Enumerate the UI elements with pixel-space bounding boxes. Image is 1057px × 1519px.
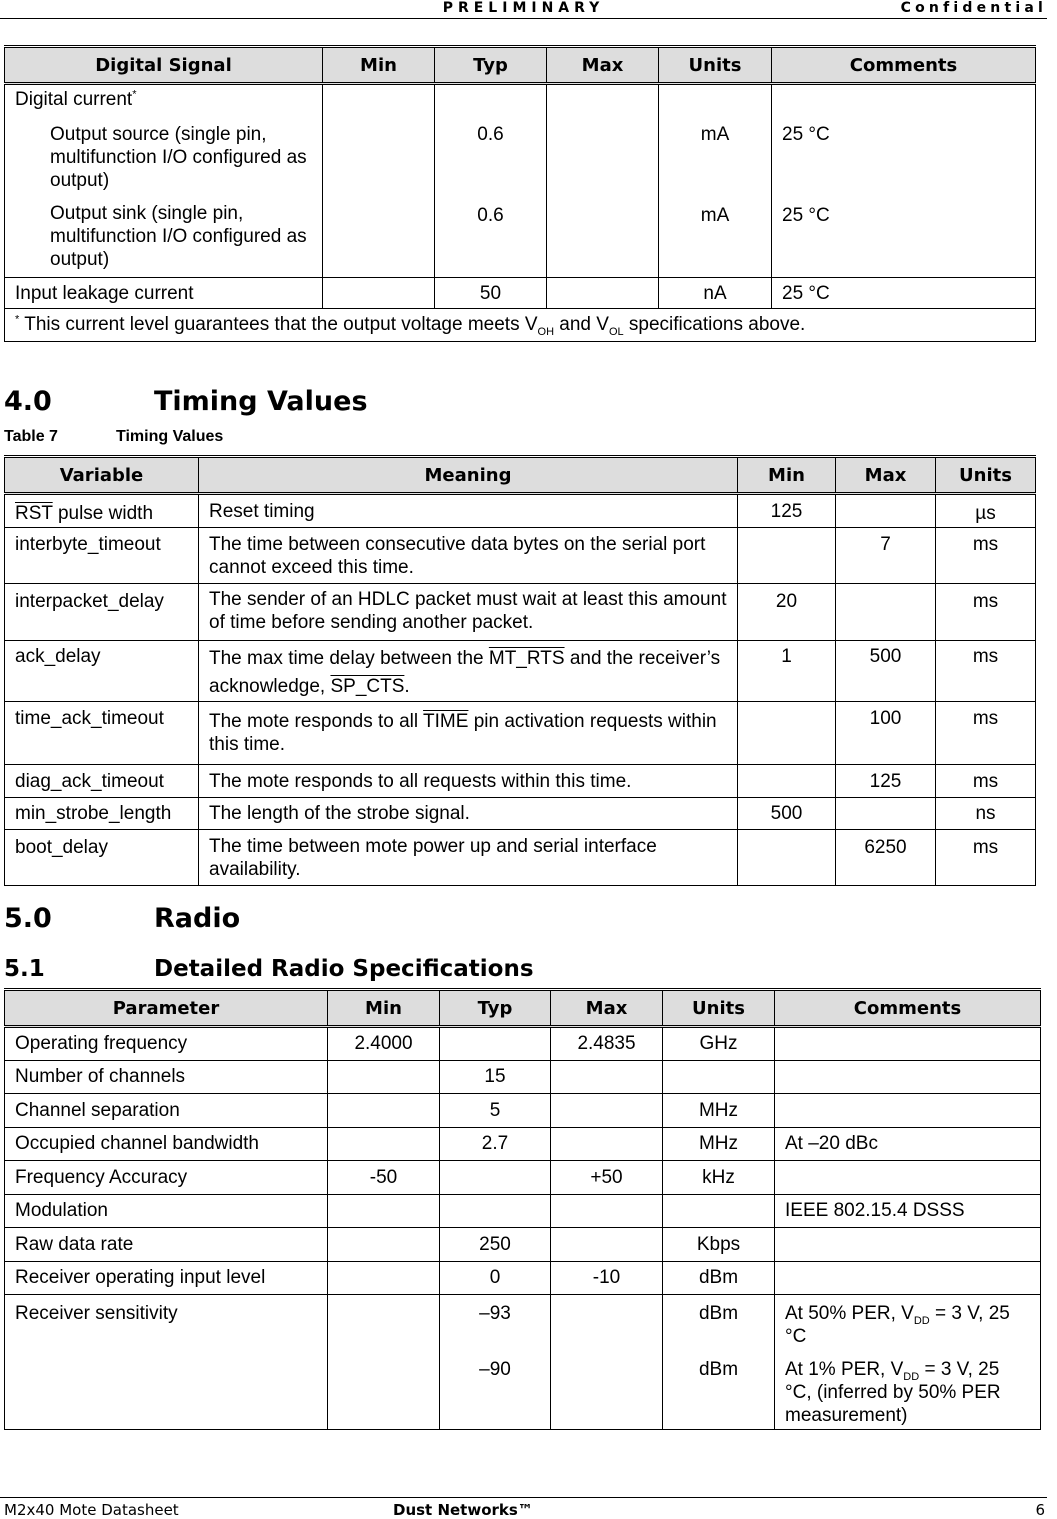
min-cell: [328, 1094, 440, 1128]
param-cell: Number of channels: [5, 1060, 328, 1094]
footnote-text: This current level guarantees that the output voltage meets V: [24, 314, 538, 335]
table-row: [5, 84, 1036, 278]
leak-comment: 25 °C: [772, 278, 1036, 309]
var-cell: boot_delay: [5, 830, 199, 886]
current-cell: [5, 84, 323, 278]
param-cell: Modulation: [5, 1194, 328, 1228]
meaning-cell: The mote responds to all requests within this time.: [199, 765, 738, 798]
max-cell: [551, 1228, 663, 1262]
param-cell: Receiver operating input level: [5, 1261, 328, 1295]
sink-comment: 25 °C: [782, 205, 830, 226]
max-cell: 125: [836, 765, 936, 798]
max-cell: [551, 1094, 663, 1128]
footnote-text: specifications above.: [628, 314, 806, 335]
table-row: [5, 1295, 1041, 1430]
units-cell: [663, 1295, 775, 1430]
units-cell: GHz: [663, 1027, 775, 1061]
typ-value: –93: [479, 1303, 511, 1324]
col-header: Units: [936, 457, 1036, 494]
comments-cell: [775, 1295, 1041, 1430]
sink-typ: 0.6: [477, 205, 504, 226]
table-row: [5, 494, 1036, 528]
table-row: [5, 1094, 1041, 1128]
col-header: Typ: [440, 990, 551, 1027]
digital-current-label: Digital current: [15, 89, 133, 110]
typ-cell: [440, 1027, 551, 1061]
caption-number: Table 7: [4, 428, 58, 445]
footer-company: Dust Networks™: [393, 1501, 533, 1519]
col-header: Min: [738, 457, 836, 494]
table-header-row: [5, 47, 1036, 84]
table-row: [5, 830, 1036, 886]
units-cell: ms: [936, 528, 1036, 584]
page-header: [0, 0, 1047, 19]
comment-part: At 1% PER, V: [785, 1359, 904, 1380]
comment-text: [785, 1358, 1030, 1427]
col-header: Parameter: [5, 990, 328, 1027]
max-cell: [547, 84, 659, 278]
sink-units: mA: [700, 205, 730, 226]
max-cell: [551, 1194, 663, 1228]
min-cell: 1: [738, 641, 836, 702]
leak-typ: 50: [435, 278, 547, 309]
source-typ: 0.6: [477, 124, 504, 145]
footnote-row: [5, 309, 1036, 342]
param-cell: Receiver sensitivity: [5, 1295, 328, 1430]
comments-cell: [775, 1228, 1041, 1262]
meaning-cell: Reset timing: [199, 494, 738, 528]
min-cell: [328, 1127, 440, 1161]
units-cell: ms: [936, 641, 1036, 702]
preliminary-label: PRELIMINARY: [442, 0, 605, 16]
meaning-text: The mote responds to all: [209, 711, 424, 732]
param-cell: Channel separation: [5, 1094, 328, 1128]
meaning-cell: [199, 702, 738, 765]
table-row: [5, 702, 1036, 765]
table-header-row: [5, 457, 1036, 494]
min-cell: [328, 1261, 440, 1295]
meaning-cell: The time between mote power up and serial interface availability.: [199, 830, 738, 886]
max-cell: 100: [836, 702, 936, 765]
var-suffix: pulse width: [52, 503, 154, 524]
typ-cell: 2.7: [440, 1127, 551, 1161]
comments-cell: [775, 1027, 1041, 1061]
units-cell: ms: [936, 765, 1036, 798]
min-cell: [328, 1194, 440, 1228]
page-number: 6: [1035, 1501, 1045, 1519]
min-cell: 125: [738, 494, 836, 528]
max-cell: [836, 494, 936, 528]
units-cell: kHz: [663, 1161, 775, 1195]
table-row: [5, 1161, 1041, 1195]
typ-value: –90: [479, 1359, 511, 1380]
typ-cell: [440, 1194, 551, 1228]
col-header: Comments: [775, 990, 1041, 1027]
max-cell: [551, 1127, 663, 1161]
typ-cell: [435, 84, 547, 278]
overline-signal: SP_CTS: [330, 676, 405, 697]
max-cell: 7: [836, 528, 936, 584]
var-cell: diag_ack_timeout: [5, 765, 199, 798]
units-cell: MHz: [663, 1127, 775, 1161]
radio-spec-table: [4, 988, 1041, 1430]
max-cell: 2.4835: [551, 1027, 663, 1061]
meaning-text: and the receiver’s acknowledge,: [209, 648, 721, 697]
meaning-text: The max time delay between the: [209, 648, 489, 669]
min-cell: 500: [738, 798, 836, 830]
typ-cell: 15: [440, 1060, 551, 1094]
overline-signal: TIME: [423, 711, 469, 732]
col-header: Max: [547, 47, 659, 84]
min-cell: 20: [738, 584, 836, 641]
max-cell: [836, 584, 936, 641]
caption-title: Timing Values: [116, 428, 224, 445]
col-header: Units: [659, 47, 772, 84]
subsection-number: 5.1: [4, 956, 45, 982]
units-cell: ms: [936, 584, 1036, 641]
var-cell: ack_delay: [5, 641, 199, 702]
param-cell: Operating frequency: [5, 1027, 328, 1061]
comment-sub: DD: [913, 1314, 930, 1327]
typ-cell: [440, 1295, 551, 1430]
units-value: dBm: [698, 1303, 739, 1324]
meaning-text: .: [404, 676, 410, 697]
units-cell: µs: [936, 494, 1036, 528]
footnote-marker: *: [15, 313, 20, 326]
section-heading-timing: [4, 386, 368, 417]
timing-table: [4, 455, 1036, 886]
comments-cell: At –20 dBc: [775, 1127, 1041, 1161]
comments-cell: [775, 1094, 1041, 1128]
comment-part: = 3 V, 25 °C, (inferred by 50% PER measurement): [785, 1359, 1001, 1426]
table-header-row: [5, 990, 1041, 1027]
table-row: [5, 1261, 1041, 1295]
digital-signal-table: [4, 45, 1036, 342]
units-cell: [663, 1194, 775, 1228]
leak-units: nA: [659, 278, 772, 309]
units-cell: Kbps: [663, 1228, 775, 1262]
units-cell: ms: [936, 702, 1036, 765]
var-cell: interbyte_timeout: [5, 528, 199, 584]
units-cell: [663, 1060, 775, 1094]
section-number: 4.0: [4, 386, 52, 417]
max-cell: [551, 1060, 663, 1094]
units-cell: ms: [936, 830, 1036, 886]
col-header: Units: [663, 990, 775, 1027]
units-cell: MHz: [663, 1094, 775, 1128]
typ-cell: [440, 1161, 551, 1195]
meaning-cell: The length of the strobe signal.: [199, 798, 738, 830]
footnote-sub: OH: [537, 325, 555, 338]
min-cell: [323, 84, 435, 278]
max-cell: [551, 1295, 663, 1430]
var-cell: min_strobe_length: [5, 798, 199, 830]
col-header: Typ: [435, 47, 547, 84]
var-cell: [5, 494, 199, 528]
output-source-label: Output source (single pin, multifunction I/O configured as output): [50, 124, 307, 191]
section-heading-radio: [4, 903, 240, 934]
empty-cell: [323, 278, 435, 309]
source-comment: 25 °C: [782, 124, 830, 145]
param-cell: Raw data rate: [5, 1228, 328, 1262]
max-cell: +50: [551, 1161, 663, 1195]
empty-cell: [547, 278, 659, 309]
min-cell: -50: [328, 1161, 440, 1195]
min-cell: [738, 702, 836, 765]
col-header: Meaning: [199, 457, 738, 494]
var-cell: time_ack_timeout: [5, 702, 199, 765]
max-cell: 500: [836, 641, 936, 702]
table-row: [5, 584, 1036, 641]
comments-cell: [772, 84, 1036, 278]
col-header: Min: [323, 47, 435, 84]
units-cell: [659, 84, 772, 278]
subsection-heading: [4, 956, 534, 982]
param-cell: Occupied channel bandwidth: [5, 1127, 328, 1161]
output-sink-label: Output sink (single pin, multifunction I/O configured as output): [50, 203, 307, 270]
min-cell: [738, 528, 836, 584]
typ-cell: 250: [440, 1228, 551, 1262]
table-caption: [4, 428, 223, 446]
var-cell: interpacket_delay: [5, 584, 199, 641]
footnote-cell: [5, 309, 1036, 342]
col-header: Max: [551, 990, 663, 1027]
table-row: [5, 641, 1036, 702]
meaning-cell: The sender of an HDLC packet must wait at least this amount of time before sending another packet.: [199, 584, 738, 641]
min-cell: [328, 1228, 440, 1262]
footnote-sub: OL: [608, 325, 624, 338]
section-number: 5.0: [4, 903, 52, 934]
comment-sub: DD: [903, 1370, 920, 1383]
col-header: Min: [328, 990, 440, 1027]
meaning-text: pin activation requests within this time.: [209, 711, 717, 755]
typ-cell: 0: [440, 1261, 551, 1295]
table-row: [5, 1194, 1041, 1228]
comment-text: [785, 1302, 1030, 1348]
meaning-cell: [199, 641, 738, 702]
max-cell: [836, 798, 936, 830]
source-units: mA: [700, 124, 730, 145]
units-cell: dBm: [663, 1261, 775, 1295]
table-row: [5, 765, 1036, 798]
meaning-cell: The time between consecutive data bytes on the serial port cannot exceed this time.: [199, 528, 738, 584]
param-cell: Frequency Accuracy: [5, 1161, 328, 1195]
section-title: Radio: [154, 903, 241, 934]
table-row: [5, 1027, 1041, 1061]
subsection-title: Detailed Radio Specifications: [154, 956, 534, 982]
leak-label: Input leakage current: [5, 278, 323, 309]
comments-cell: [775, 1261, 1041, 1295]
footnote-marker: *: [132, 88, 137, 101]
overline-signal: MT_RTS: [488, 648, 565, 669]
min-cell: [328, 1295, 440, 1430]
max-cell: -10: [551, 1261, 663, 1295]
table-row: [5, 1228, 1041, 1262]
confidential-label: Confidential: [900, 0, 1047, 16]
footer-doc-title: M2x40 Mote Datasheet: [4, 1501, 179, 1519]
comment-part: = 3 V, 25 °C: [785, 1303, 1010, 1347]
table-row: [5, 528, 1036, 584]
min-cell: [738, 830, 836, 886]
col-header: Max: [836, 457, 936, 494]
table-row: [5, 1060, 1041, 1094]
footnote-text: and V: [559, 314, 609, 335]
comments-cell: [775, 1060, 1041, 1094]
comments-cell: IEEE 802.15.4 DSSS: [775, 1194, 1041, 1228]
comment-part: At 50% PER, V: [785, 1303, 914, 1324]
min-cell: 2.4000: [328, 1027, 440, 1061]
units-cell: ns: [936, 798, 1036, 830]
col-header: Digital Signal: [5, 47, 323, 84]
min-cell: [738, 765, 836, 798]
col-header: Variable: [5, 457, 199, 494]
min-cell: [328, 1060, 440, 1094]
col-header: Comments: [772, 47, 1036, 84]
typ-cell: 5: [440, 1094, 551, 1128]
overline-signal: $\overline{RST}$: [15, 503, 53, 524]
units-value: dBm: [698, 1359, 739, 1380]
section-title: Timing Values: [154, 386, 368, 417]
comments-cell: [775, 1161, 1041, 1195]
max-cell: 6250: [836, 830, 936, 886]
page-footer: [0, 1497, 1047, 1518]
table-row: [5, 798, 1036, 830]
table-row: [5, 1127, 1041, 1161]
table-row: [5, 278, 1036, 309]
